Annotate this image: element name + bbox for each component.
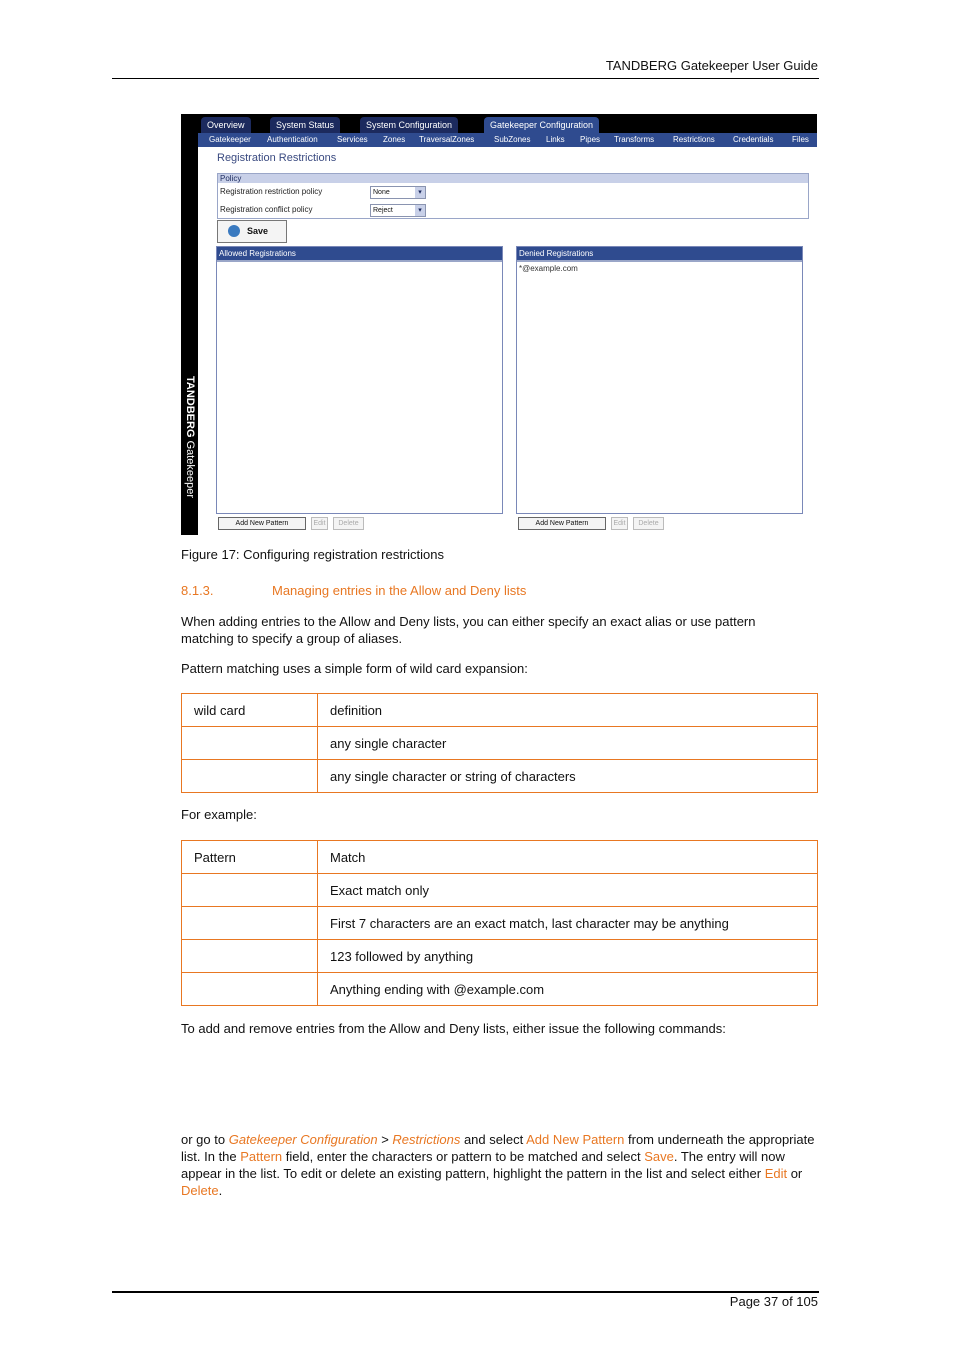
- table-cell: First 7 characters are an exact match, last character may be anything: [318, 907, 818, 940]
- subtab-gatekeeper[interactable]: Gatekeeper: [209, 135, 251, 144]
- sub-nav: [198, 133, 817, 147]
- table-cell: Exact match only: [318, 874, 818, 907]
- section-title: Managing entries in the Allow and Deny lists: [272, 583, 527, 598]
- top-nav: [198, 114, 817, 133]
- table-cell: 123 followed by anything: [318, 940, 818, 973]
- tab-gatekeeper-configuration[interactable]: Gatekeeper Configuration: [484, 117, 599, 133]
- link-delete[interactable]: Delete: [181, 1183, 219, 1198]
- chevron-down-icon: ▾: [415, 187, 425, 198]
- policy-header: Policy: [218, 174, 808, 183]
- wildcard-table: [181, 693, 818, 793]
- save-button[interactable]: Save: [217, 220, 287, 243]
- save-icon: [228, 225, 240, 237]
- footer-rule: [112, 1291, 819, 1293]
- subtab-subzones[interactable]: SubZones: [494, 135, 531, 144]
- figure-caption: Figure 17: Configuring registration restrictions: [181, 547, 445, 562]
- list-item[interactable]: *@example.com: [519, 264, 578, 273]
- table-row: [182, 973, 818, 1006]
- section-number: 8.1.3.: [181, 583, 214, 598]
- table-cell: [182, 973, 318, 1006]
- subtab-services[interactable]: Services: [337, 135, 368, 144]
- denied-registrations-list[interactable]: [516, 246, 803, 514]
- for-example-text: For example:: [181, 807, 257, 822]
- brand-logo: TANDBERG: [184, 376, 196, 438]
- delete-button-allowed[interactable]: Delete: [333, 517, 364, 530]
- paragraph-wildcard: Pattern matching uses a simple form of wild card expansion:: [181, 661, 528, 676]
- restriction-policy-label: Registration restriction policy: [220, 187, 323, 196]
- add-new-pattern-button-denied[interactable]: Add New Pattern: [518, 517, 606, 530]
- subtab-transforms[interactable]: Transforms: [614, 135, 655, 144]
- conflict-policy-label: Registration conflict policy: [220, 205, 313, 214]
- tab-system-configuration[interactable]: System Configuration: [360, 117, 458, 133]
- paragraph-instructions: or go to Gatekeeper Configuration > Restrictions and select Add New Pattern from underneath the appropriate list. In the Pattern field, enter the characters or pattern to be matched and select Save. The entry will now appear in the list. To edit or delete an existing pattern, highlight the pattern in the list and select either Edit or Delete.: [181, 1132, 815, 1198]
- table-header: Match: [318, 841, 818, 874]
- link-restrictions[interactable]: Restrictions: [392, 1132, 461, 1147]
- subtab-pipes[interactable]: Pipes: [580, 135, 601, 144]
- table-row: [182, 841, 818, 874]
- subtab-restrictions[interactable]: Restrictions: [673, 135, 715, 144]
- table-header: definition: [318, 694, 818, 727]
- denied-registrations-header: Denied Registrations: [517, 247, 802, 262]
- document-title: TANDBERG Gatekeeper User Guide: [605, 58, 818, 73]
- edit-button-allowed[interactable]: Edit: [311, 517, 328, 530]
- table-cell: [182, 907, 318, 940]
- table-row: [182, 760, 818, 793]
- tab-overview[interactable]: Overview: [201, 117, 251, 133]
- add-new-pattern-button-allowed[interactable]: Add New Pattern: [218, 517, 306, 530]
- link-add-new-pattern[interactable]: Add New Pattern: [526, 1132, 625, 1147]
- page-title: Registration Restrictions: [217, 152, 337, 164]
- conflict-policy-select[interactable]: Reject ▾: [370, 204, 426, 217]
- table-cell: Anything ending with @example.com: [318, 973, 818, 1006]
- delete-button-denied[interactable]: Delete: [633, 517, 664, 530]
- subtab-traversalzones[interactable]: TraversalZones: [419, 135, 475, 144]
- header-rule: [112, 78, 819, 79]
- paragraph-commands: To add and remove entries from the Allow and Deny lists, either issue the following commands:: [181, 1021, 726, 1036]
- allowed-registrations-header: Allowed Registrations: [217, 247, 502, 262]
- gatekeeper-screenshot: [181, 114, 817, 535]
- subtab-zones[interactable]: Zones: [383, 135, 406, 144]
- table-cell: any single character: [318, 727, 818, 760]
- table-cell: any single character or string of characters: [318, 760, 818, 793]
- policy-panel: [217, 173, 809, 219]
- table-cell: [182, 940, 318, 973]
- table-row: [182, 694, 818, 727]
- table-row: [182, 727, 818, 760]
- table-cell: [182, 874, 318, 907]
- subtab-credentials[interactable]: Credentials: [733, 135, 774, 144]
- brand-sidebar: [181, 114, 198, 535]
- table-row: [182, 940, 818, 973]
- brand-sub: Gatekeeper: [184, 440, 196, 499]
- table-cell: [182, 727, 318, 760]
- subtab-links[interactable]: Links: [546, 135, 565, 144]
- link-save[interactable]: Save: [644, 1149, 674, 1164]
- table-header: wild card: [182, 694, 318, 727]
- table-row: [182, 907, 818, 940]
- paragraph-intro: When adding entries to the Allow and Deny lists, you can either specify an exact alias or use pattern matching to specify a group of aliases.: [181, 614, 756, 646]
- table-header: Pattern: [182, 841, 318, 874]
- table-cell: [182, 760, 318, 793]
- restriction-policy-select[interactable]: None ▾: [370, 186, 426, 199]
- subtab-authentication[interactable]: Authentication: [267, 135, 318, 144]
- pattern-table: [181, 840, 818, 1006]
- chevron-down-icon: ▾: [415, 205, 425, 216]
- link-gatekeeper-configuration[interactable]: Gatekeeper Configuration: [228, 1132, 378, 1147]
- link-edit[interactable]: Edit: [764, 1166, 788, 1181]
- page-number: Page 37 of 105: [729, 1294, 818, 1309]
- subtab-files[interactable]: Files: [792, 135, 809, 144]
- edit-button-denied[interactable]: Edit: [611, 517, 628, 530]
- link-pattern[interactable]: Pattern: [240, 1149, 283, 1164]
- tab-system-status[interactable]: System Status: [270, 117, 340, 133]
- allowed-registrations-list[interactable]: [216, 246, 503, 514]
- table-row: [182, 874, 818, 907]
